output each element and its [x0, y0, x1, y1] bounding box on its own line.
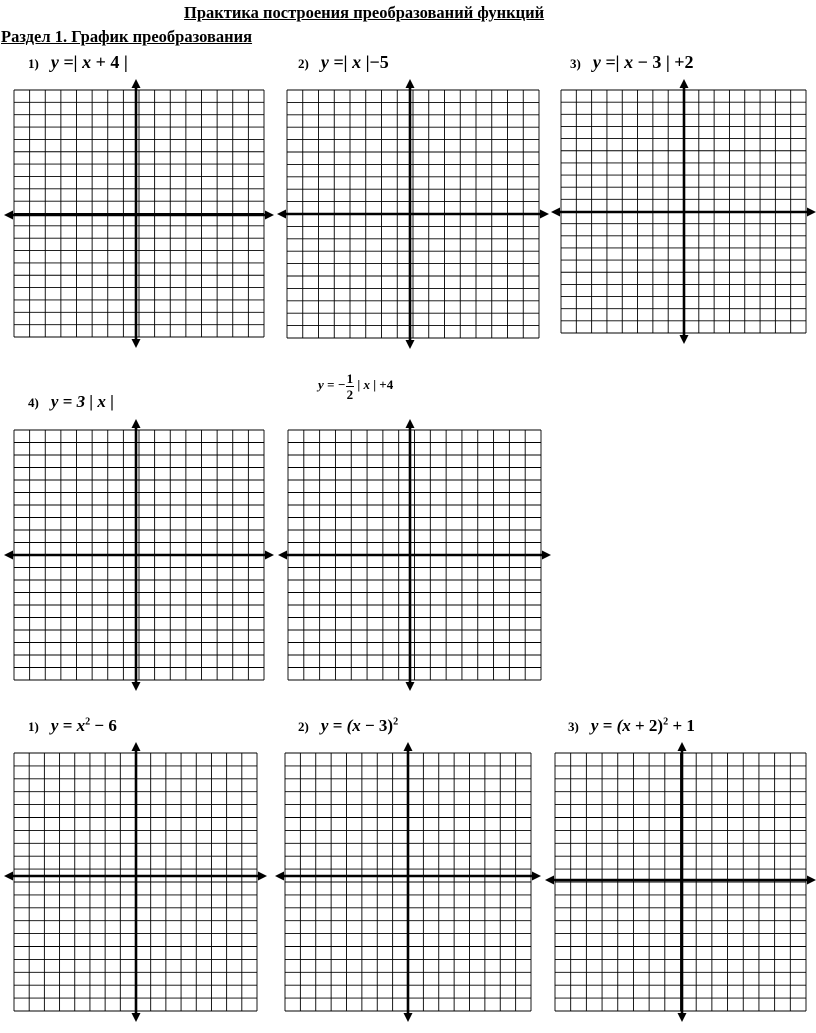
- grid-lines: [555, 753, 806, 1011]
- problem-number: 2): [298, 56, 309, 71]
- problem-equation: y =| x |−5: [320, 52, 389, 72]
- problem-equation: $y = (x - 3)^2$: [320, 716, 399, 735]
- problem-number: 1): [28, 56, 39, 71]
- problem-number: 3): [568, 719, 579, 734]
- problem-equation: $y = x^2 - 6$: [50, 716, 117, 735]
- problem-number: 1): [28, 719, 39, 734]
- problem-equation: y =| x − 3 | +2: [592, 52, 694, 72]
- problem-number: 2): [298, 719, 309, 734]
- fraction: $\frac{1}{2}$: [346, 371, 354, 402]
- problem-equation: y = 3 | x |: [50, 392, 114, 411]
- x-axis-left-arrow: [545, 876, 554, 885]
- problem-number: 4): [28, 395, 39, 410]
- problem-equation: $y = (x + 2)^2 + 1$: [590, 716, 695, 735]
- problem-equation: y = − $\frac{1}{2}$ | x | +4: [318, 371, 394, 402]
- section-heading: Раздел 1. График преобразования: [1, 27, 253, 46]
- page-title: Практика построения преобразований функций: [184, 3, 545, 22]
- y-axis-bottom-arrow: [678, 1013, 687, 1022]
- y-axis-top-arrow: [678, 742, 687, 751]
- problem-equation: y =| x + 4 |: [50, 52, 128, 72]
- x-axis-right-arrow: [807, 876, 816, 885]
- problem-number: 3): [570, 56, 581, 71]
